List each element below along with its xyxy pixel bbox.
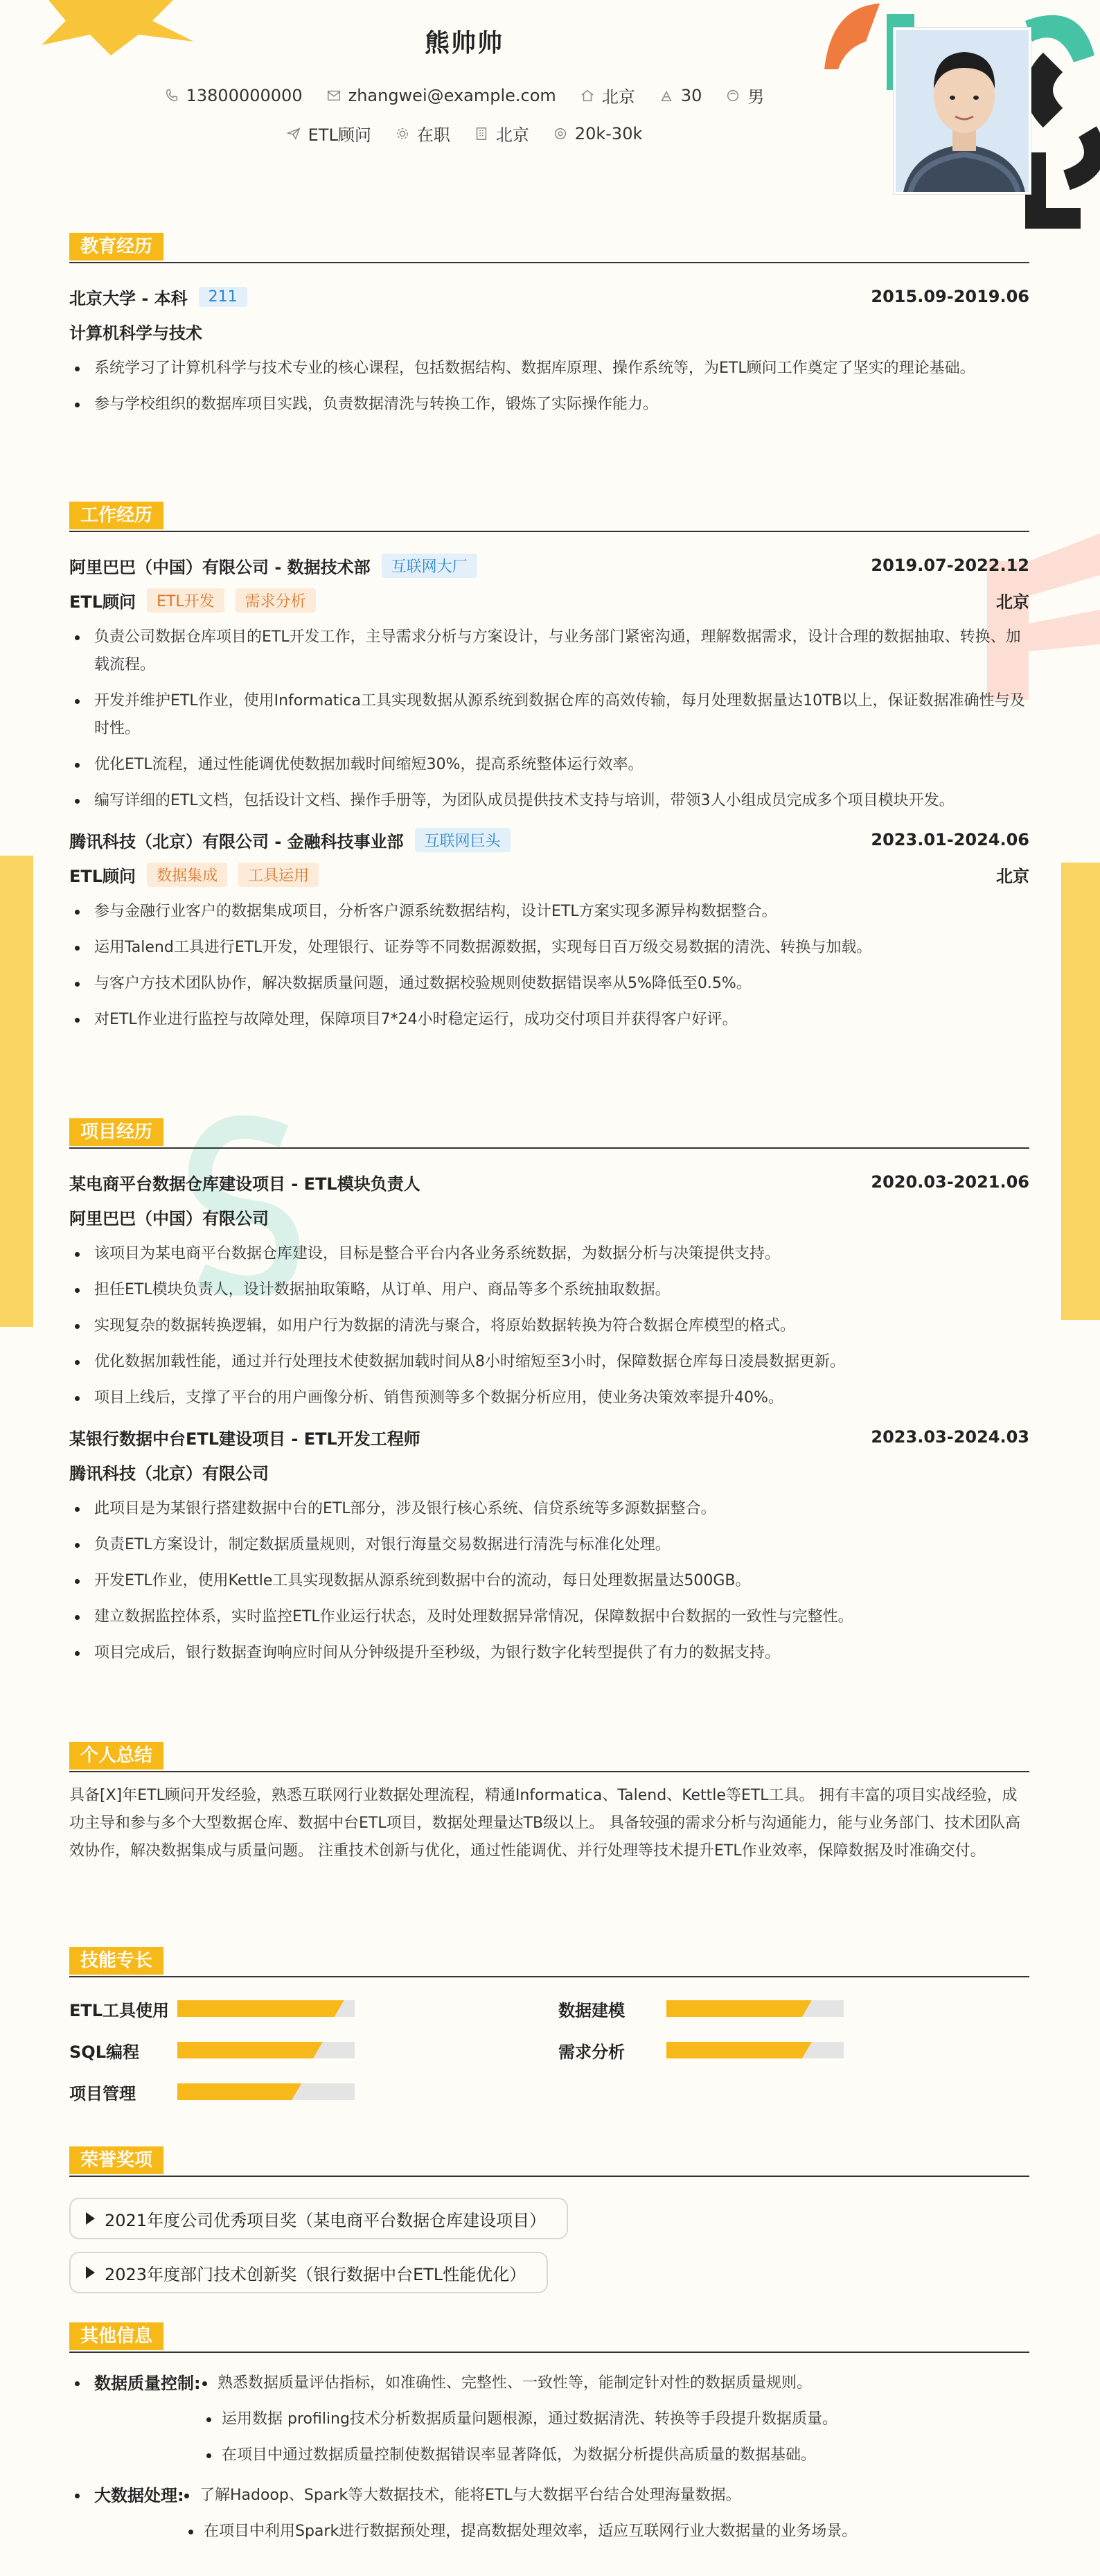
skill-bar [666, 2042, 844, 2058]
skills-section [69, 1947, 1029, 2102]
list-item: 在项目中通过数据质量控制使数据错误率显著降低，为数据分析提供高质量的数据基础。 [202, 2443, 1029, 2468]
skill-bar-fill [666, 2042, 812, 2058]
projects-section [69, 1118, 1029, 1675]
other-group-items-more [69, 2519, 1029, 2544]
location-text: 北京 [601, 87, 635, 107]
job-role: ETL顾问 [69, 866, 136, 886]
skill-name: 需求分析 [558, 2042, 625, 2062]
major-name: 计算机科学与技术 [69, 323, 202, 343]
play-triangle-icon [86, 2266, 95, 2279]
job-dates: 2023.01-2024.06 [871, 830, 1029, 849]
skill-item [558, 1998, 1029, 2019]
job-bullets [69, 624, 1029, 815]
list-item: 开发ETL作业，使用Kettle工具实现数据从源系统到数据中台的流动，每日处理数据量达500GB。 [69, 1567, 1029, 1595]
award-text: 2021年度公司优秀项目奖（某电商平台数据仓库建设项目） [105, 2210, 547, 2230]
skills-section-header [69, 1947, 1029, 1977]
project-entry-header [69, 1424, 1029, 1449]
job-info-row [0, 121, 928, 145]
salary-info [553, 124, 643, 143]
list-item: 实现复杂的数据转换逻辑，如用户行为数据的清洗与聚合，将原始数据转换为符合数据仓库模型的格式。 [69, 1312, 1029, 1340]
awards-section-header [69, 2146, 1029, 2177]
skill-bar-fill [177, 2000, 344, 2017]
education-bullets [69, 355, 1029, 418]
list-item: 担任ETL模块负责人，设计数据抽取策略，从订单、用户、商品等多个系统抽取数据。 [69, 1276, 1029, 1304]
skill-bar-fill [177, 2042, 323, 2058]
other-group-label: 数据质量控制: [94, 2374, 201, 2393]
age-info [659, 86, 702, 105]
company-tag: 互联网大厂 [382, 554, 477, 578]
other-group-label: 大数据处理: [94, 2486, 184, 2505]
contact-info-row [0, 83, 928, 107]
mail-icon [326, 88, 341, 103]
education-section [69, 233, 1029, 427]
skill-tag: 数据集成 [147, 863, 227, 887]
gender-text: 男 [747, 87, 765, 107]
skill-name: ETL工具使用 [69, 2000, 170, 2020]
company-tag: 互联网巨头 [415, 828, 511, 852]
list-item: 运用数据 profiling技术分析数据质量问题根源，通过数据清洗、转换等手段提升数据质量。 [202, 2407, 1029, 2432]
avatar-photo [894, 28, 1031, 194]
list-item: 在项目中利用Spark进行数据预处理，提高数据处理效率，适应互联网行业大数据量的业务场景。 [184, 2519, 1029, 2544]
award-item[interactable] [69, 2198, 568, 2239]
section-title: 工作经历 [69, 502, 163, 529]
summary-section-header [69, 1742, 1029, 1772]
skill-item [69, 1998, 558, 2019]
list-item: 熟悉数据质量评估指标，如准确性、完整性、一致性等，能制定针对性的数据质量规则。 [198, 2371, 1029, 2396]
project-org: 腾讯科技（北京）有限公司 [69, 1463, 269, 1483]
bullet-dot [75, 2381, 80, 2386]
summary-section [69, 1742, 1029, 1865]
project-title: 某电商平台数据仓库建设项目 - ETL模块负责人 [69, 1174, 420, 1194]
section-title: 教育经历 [69, 233, 163, 261]
education-major-row [69, 317, 1029, 345]
list-item: 与客户方技术团队协作，解决数据质量问题，通过数据校验规则使数据错误率从5%降低至0.5%。 [69, 970, 1029, 998]
job-city: 北京 [996, 592, 1029, 612]
other-group-items [69, 2371, 1029, 2396]
section-title: 荣誉奖项 [69, 2146, 163, 2174]
section-title: 项目经历 [69, 1118, 163, 1146]
gender-icon [725, 88, 740, 103]
job-role-row [69, 861, 1029, 888]
list-item: 该项目为某电商平台数据仓库建设，目标是整合平台内各业务系统数据，为数据分析与决策提供支持。 [69, 1240, 1029, 1268]
other-group [69, 2483, 1029, 2544]
other-group-items-more [69, 2407, 1029, 2468]
skill-item [558, 2040, 1029, 2061]
skill-item [69, 2040, 558, 2061]
school-tag: 211 [199, 287, 247, 307]
work-section [69, 502, 1029, 1042]
target-city-text: 北京 [495, 125, 529, 145]
list-item: 编写详细的ETL文档，包括设计文档、操作手册等，为团队成员提供技术支持与培训，带领3人小组成员完成多个项目模块开发。 [69, 787, 1029, 815]
job-role: ETL顾问 [69, 592, 136, 612]
email-address: zhangwei@example.com [348, 85, 556, 105]
award-list [69, 2198, 1029, 2239]
job-title-text: ETL顾问 [308, 125, 371, 145]
job-role-left [69, 588, 316, 612]
award-list [69, 2252, 1029, 2293]
section-title: 个人总结 [69, 1742, 163, 1770]
section-title: 其他信息 [69, 2322, 163, 2350]
company-name: 腾讯科技（北京）有限公司 - 金融科技事业部 [69, 831, 404, 852]
skill-name: 项目管理 [69, 2083, 136, 2103]
job-role-left [69, 863, 319, 887]
job-entry-header [69, 553, 1029, 578]
candidate-name: 熊帅帅 [424, 29, 504, 58]
education-entry-header [69, 284, 1029, 309]
summary-text: 具备[X]年ETL顾问开发经验，熟悉互联网行业数据处理流程，精通Informatica、Talend、Kettle等ETL工具。 拥有丰富的项目实战经验，成功主导和参与多个大型数据仓库、数据中台ETL项目，数据处理量达TB级以上。 具备较强的需求分析与沟通能力，能与业务部门、技术团队高效协作，解决数据集成与质量问题。 注重技术创新与优化，通过性能调优、并行处理等技术提升ETL作业效率，保障数据及时准确交付。 [69, 1787, 1021, 1860]
list-item: 优化ETL流程，通过性能调优使数据加载时间缩短30%，提高系统整体运行效率。 [69, 751, 1029, 779]
gear-icon [395, 126, 410, 141]
skill-tag: ETL开发 [147, 588, 224, 612]
list-item: 了解Hadoop、Spark等大数据技术，能将ETL与大数据平台结合处理海量数据。 [180, 2483, 1029, 2508]
skill-name: SQL编程 [69, 2042, 139, 2062]
list-item: 对ETL作业进行监控与故障处理，保障项目7*24小时稳定运行，成功交付项目并获得客户好评。 [69, 1006, 1029, 1034]
job-entry-left [69, 828, 511, 852]
location-info [580, 83, 635, 107]
project-dates: 2020.03-2021.06 [871, 1172, 1029, 1192]
age-text: 30 [680, 85, 702, 105]
project-org: 阿里巴巴（中国）有限公司 [69, 1208, 269, 1228]
project-entry-header [69, 1170, 1029, 1194]
awards-section [69, 2146, 1029, 2293]
job-bullets [69, 898, 1029, 1034]
section-title: 技能专长 [69, 1947, 163, 1975]
list-item: 开发并维护ETL作业，使用Informatica工具实现数据从源系统到数据仓库的高效传输，每月处理数据量达10TB以上，保证数据准确性与及时性。 [69, 687, 1029, 743]
list-item: 负责ETL方案设计，制定数据质量规则，对银行海量交易数据进行清洗与标准化处理。 [69, 1531, 1029, 1559]
other-info-section-header [69, 2322, 1029, 2353]
skill-name: 数据建模 [558, 2000, 625, 2020]
project-bullets [69, 1240, 1029, 1412]
project-title: 某银行数据中台ETL建设项目 - ETL开发工程师 [69, 1429, 420, 1449]
project-org-row [69, 1203, 1029, 1230]
award-item[interactable] [69, 2252, 548, 2293]
skill-tag: 需求分析 [236, 588, 316, 612]
skills-grid [69, 1998, 1029, 2102]
list-item: 项目上线后，支撑了平台的用户画像分析、销售预测等多个数据分析应用，使业务决策效率提升40%。 [69, 1384, 1029, 1412]
skill-bar-fill [666, 2000, 812, 2017]
education-dates: 2015.09-2019.06 [871, 287, 1029, 306]
other-group [69, 2371, 1029, 2468]
list-item: 负责公司数据仓库项目的ETL开发工作，主导需求分析与方案设计，与业务部门紧密沟通，理解数据需求，设计合理的数据抽取、转换、加载流程。 [69, 624, 1029, 679]
building-icon [474, 126, 489, 141]
skill-bar [177, 2042, 355, 2058]
email-info [326, 86, 556, 105]
gender-info [725, 83, 764, 107]
skill-bar-fill [177, 2083, 301, 2100]
skill-tag: 工具运用 [238, 863, 319, 887]
list-item: 此项目是为某银行搭建数据中台的ETL部分，涉及银行核心系统、信贷系统等多源数据整合。 [69, 1495, 1029, 1523]
project-dates: 2023.03-2024.03 [871, 1427, 1029, 1447]
paper-plane-icon [286, 126, 301, 141]
school-name: 北京大学 - 本科 [69, 288, 188, 308]
skill-bar [177, 2000, 355, 2017]
job-title-info [286, 121, 371, 145]
coin-icon [553, 126, 568, 141]
job-entry-header [69, 827, 1029, 852]
work-section-header [69, 502, 1029, 532]
skill-bar [666, 2000, 844, 2017]
company-name: 阿里巴巴（中国）有限公司 - 数据技术部 [69, 557, 371, 577]
project-org-row [69, 1458, 1029, 1485]
other-group-items [69, 2483, 1029, 2508]
skill-item [69, 2081, 558, 2102]
target-city-info [474, 121, 529, 145]
job-entry-left [69, 554, 477, 578]
list-item: 建立数据监控体系，实时监控ETL作业运行状态，及时处理数据异常情况，保障数据中台数据的一致性与完整性。 [69, 1603, 1029, 1631]
skill-bar [177, 2083, 355, 2100]
age-icon [659, 88, 674, 103]
education-entry-left [69, 285, 247, 309]
phone-info [164, 86, 303, 105]
award-text: 2023年度部门技术创新奖（银行数据中台ETL性能优化） [105, 2264, 526, 2284]
other-info-section [69, 2322, 1029, 2544]
education-section-header [69, 233, 1029, 263]
job-role-row [69, 586, 1029, 614]
list-item: 系统学习了计算机科学与技术专业的核心课程，包括数据结构、数据库原理、操作系统等，为ETL顾问工作奠定了坚实的理论基础。 [69, 355, 1029, 382]
status-info [395, 121, 450, 145]
job-city: 北京 [996, 866, 1029, 886]
list-item: 参与金融行业客户的数据集成项目，分析客户源系统数据结构，设计ETL方案实现多源异构数据整合。 [69, 898, 1029, 926]
play-triangle-icon [86, 2212, 95, 2225]
phone-number: 13800000000 [186, 85, 303, 105]
bullet-dot [75, 2494, 80, 2498]
home-icon [580, 88, 595, 103]
phone-icon [164, 88, 179, 103]
salary-text: 20k-30k [574, 123, 643, 143]
projects-section-header [69, 1118, 1029, 1149]
list-item: 参与学校组织的数据库项目实践，负责数据清洗与转换工作，锻炼了实际操作能力。 [69, 391, 1029, 418]
list-item: 优化数据加载性能，通过并行处理技术使数据加载时间从8小时缩短至3小时，保障数据仓库每日凌晨数据更新。 [69, 1348, 1029, 1376]
job-dates: 2019.07-2022.12 [871, 556, 1029, 575]
list-item: 项目完成后，银行数据查询响应时间从分钟级提升至秒级，为银行数字化转型提供了有力的数据支持。 [69, 1639, 1029, 1667]
list-item: 运用Talend工具进行ETL开发，处理银行、证券等不同数据源数据，实现每日百万级交易数据的清洗、转换与加载。 [69, 934, 1029, 962]
project-bullets [69, 1495, 1029, 1667]
status-text: 在职 [416, 125, 450, 145]
